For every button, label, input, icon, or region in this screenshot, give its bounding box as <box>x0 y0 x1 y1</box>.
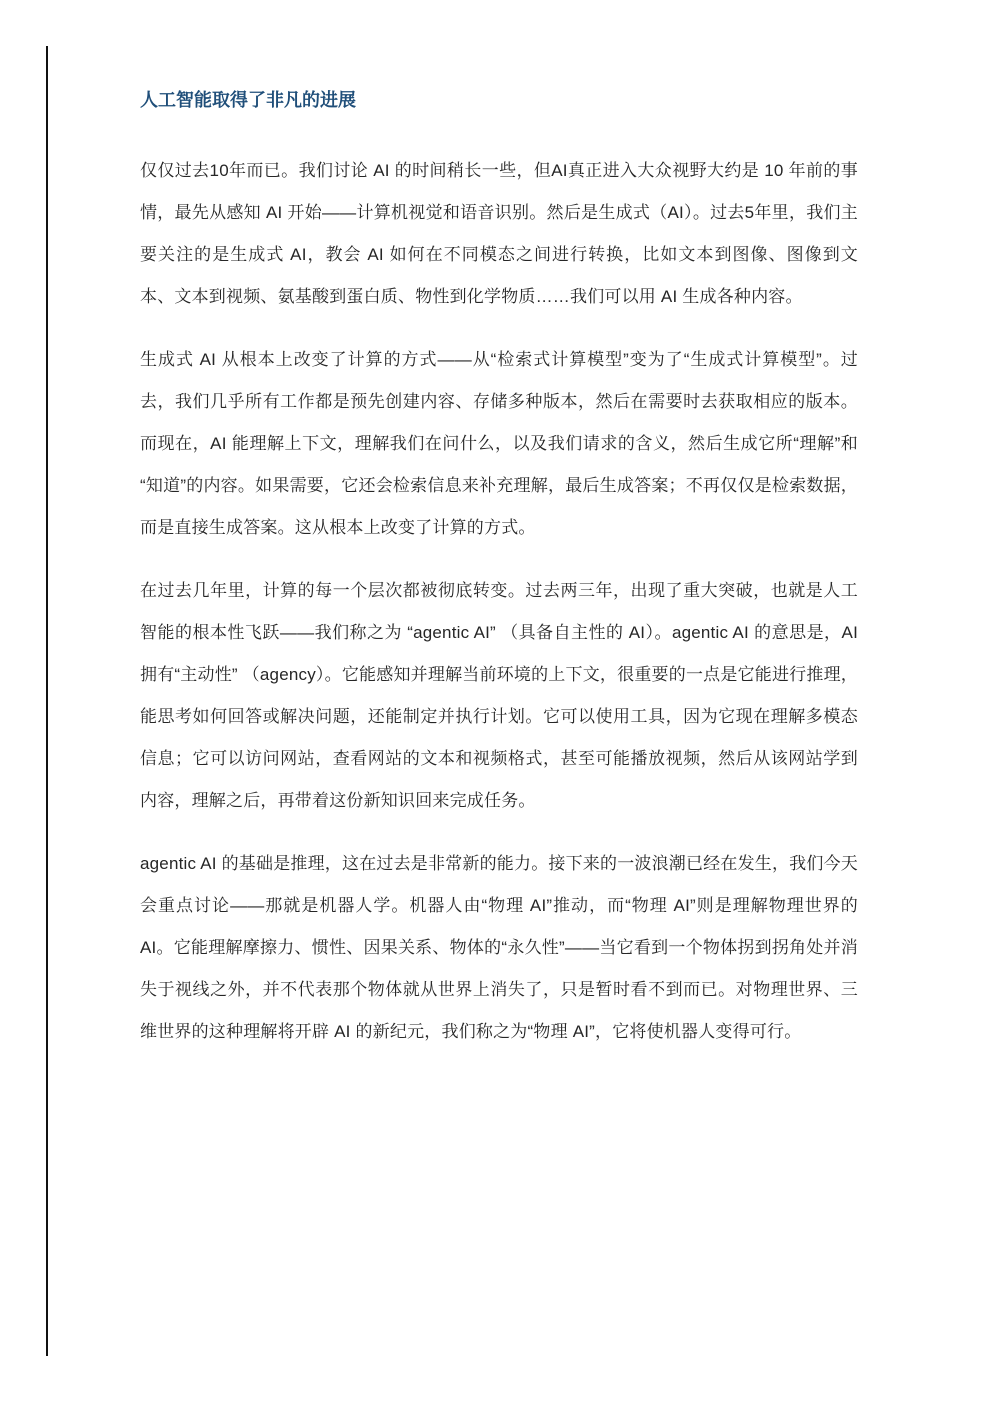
paragraph-2: 生成式 AI 从根本上改变了计算的方式——从“检索式计算模型”变为了“生成式计算模型”。过去，我们几乎所有工作都是预先创建内容、存储多种版本，然后在需要时去获取相应的版本。而现在，AI 能理解上下文，理解我们在问什么，以及我们请求的含义，然后生成它所“理解”和“知道”的内容。如果需要，它还会检索信息来补充理解，最后生成答案；不再仅仅是检索数据，而是直接生成答案。这从根本上改变了计算的方式。 <box>140 350 858 537</box>
paragraph-4: agentic AI 的基础是推理，这在过去是非常新的能力。接下来的一波浪潮已经在发生，我们今天会重点讨论——那就是机器人学。机器人由“物理 AI”推动，而“物理 AI”则是理解物理世界的 AI。它能理解摩擦力、惯性、因果关系、物体的“永久性”——当它看到一个物体拐到拐角处并消失于视线之外，并不代表那个物体就从世界上消失了，只是暂时看不到而已。对物理世界、三维世界的这种理解将开辟 AI 的新纪元，我们称之为“物理 AI”，它将使机器人变得可行。 <box>140 854 858 1041</box>
section-heading: 人工智能取得了非凡的进展 <box>140 90 356 110</box>
document-content <box>140 88 858 1053</box>
left-page-rule <box>46 46 48 1356</box>
paragraph-1: 仅仅过去10年而已。我们讨论 AI 的时间稍长一些，但AI真正进入大众视野大约是 10 年前的事情，最先从感知 AI 开始——计算机视觉和语音识别。然后是生成式（AI）。过去5年里，我们主要关注的是生成式 AI，教会 AI 如何在不同模态之间进行转换，比如文本到图像、图像到文本、文本到视频、氨基酸到蛋白质、物性到化学物质……我们可以用 AI 生成各种内容。 <box>140 161 858 306</box>
paragraph-3: 在过去几年里，计算的每一个层次都被彻底转变。过去两三年，出现了重大突破，也就是人工智能的根本性飞跃——我们称之为 “agentic AI” （具备自主性的 AI）。agentic AI 的意思是，AI 拥有“主动性” （agency）。它能感知并理解当前环境的上下文，很重要的一点是它能进行推理，能思考如何回答或解决问题，还能制定并执行计划。它可以使用工具，因为它现在理解多模态信息；它可以访问网站，查看网站的文本和视频格式，甚至可能播放视频，然后从该网站学到内容，理解之后，再带着这份新知识回来完成任务。 <box>140 581 858 810</box>
